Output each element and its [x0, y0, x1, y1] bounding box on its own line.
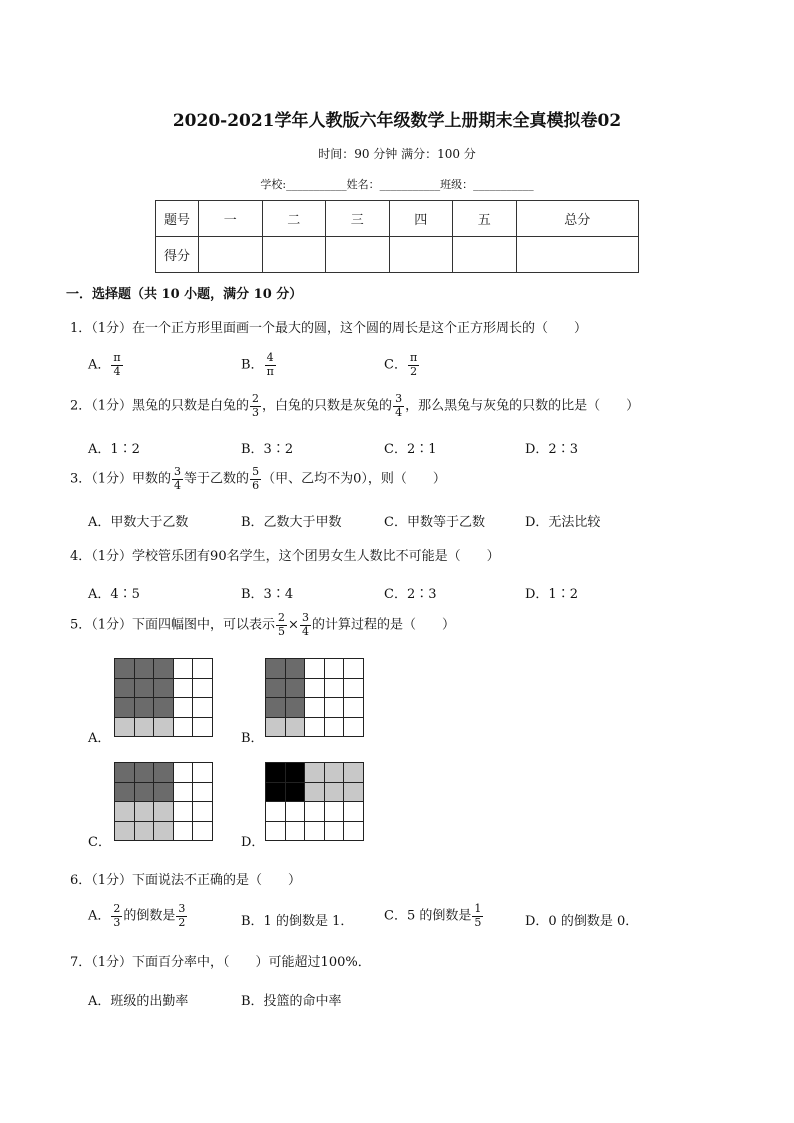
grid-cell — [135, 698, 155, 718]
grid-cell — [193, 822, 213, 842]
fraction-denominator: 2 — [410, 364, 418, 378]
score-table-cell: 四 — [389, 201, 453, 237]
fraction-denominator: 3 — [113, 915, 121, 929]
grid-cell — [193, 763, 213, 783]
fraction — [176, 903, 187, 929]
fraction-numerator: π — [113, 351, 121, 364]
score-table-cell: 总分 — [516, 201, 639, 237]
question-5-grid-b — [265, 658, 364, 737]
grid-cell — [286, 659, 306, 679]
grid-cell — [115, 698, 135, 718]
score-table-cell: 得分 — [156, 237, 199, 273]
grid-cell — [286, 822, 306, 842]
grid-cell — [266, 698, 286, 718]
score-input-cell[interactable] — [516, 237, 639, 273]
grid-cell — [305, 763, 325, 783]
grid-cell — [305, 802, 325, 822]
question-2-option-a: A．1∶2 — [88, 442, 140, 457]
grid-cell — [286, 802, 306, 822]
fraction — [111, 352, 122, 378]
question-text-segment: （甲、乙均不为0），则（ ） — [262, 471, 446, 487]
question-5-grid-c — [114, 762, 213, 841]
option-label: B． — [241, 357, 264, 373]
question-4-option-b: B．3∶4 — [241, 587, 294, 602]
option-text-segment: C．5 的倒数是 — [384, 908, 472, 924]
question-5-grid-a — [114, 658, 213, 737]
grid-cell — [154, 783, 174, 803]
grid-cell — [266, 679, 286, 699]
score-input-cell[interactable] — [389, 237, 453, 273]
fraction-denominator: 4 — [395, 405, 403, 419]
fraction — [408, 352, 419, 378]
grid-cell — [266, 802, 286, 822]
grid-cell — [344, 802, 364, 822]
question-3-text — [70, 466, 446, 492]
grid-cell — [193, 659, 213, 679]
grid-cell — [344, 659, 364, 679]
question-5-option-c-label: C． — [88, 835, 111, 850]
score-input-cell[interactable] — [199, 237, 263, 273]
question-1-option-b — [241, 352, 277, 378]
fraction-denominator: π — [266, 364, 274, 378]
grid-cell — [135, 763, 155, 783]
grid-cell — [154, 698, 174, 718]
grid-cell — [344, 763, 364, 783]
grid-cell — [325, 679, 345, 699]
grid-cell — [115, 822, 135, 842]
fraction-numerator: 3 — [395, 392, 403, 405]
question-text-segment: ，白兔的只数是灰兔的 — [262, 398, 393, 414]
grid-cell — [193, 698, 213, 718]
grid-cell — [305, 822, 325, 842]
grid-cell — [174, 763, 194, 783]
grid-cell — [135, 679, 155, 699]
grid-cell — [135, 783, 155, 803]
option-label: A． — [88, 357, 111, 373]
score-table-cell: 一 — [199, 201, 263, 237]
question-text-segment: ，那么黑兔与灰兔的只数的比是（ ） — [405, 398, 640, 414]
grid-cell — [174, 659, 194, 679]
times-sign: × — [288, 617, 299, 633]
fraction-denominator: 4 — [301, 624, 309, 638]
fraction-denominator: 5 — [474, 915, 482, 929]
question-3-option-d: D．无法比较 — [525, 515, 601, 530]
student-info-line: 学校:___________姓名：___________班级：___________ — [260, 178, 534, 191]
question-4-option-d: D．1∶2 — [525, 587, 578, 602]
option-text-segment: 的倒数是 — [123, 908, 176, 924]
grid-cell — [174, 679, 194, 699]
grid-cell — [286, 698, 306, 718]
page-title: 2020-2021学年人教版六年级数学上册期末全真模拟卷02 — [172, 111, 622, 131]
section-heading: 一．选择题（共 10 小题，满分 10 分） — [66, 287, 303, 302]
grid-cell — [266, 718, 286, 738]
fraction-denominator: 2 — [178, 915, 186, 929]
fraction — [276, 612, 287, 638]
fraction — [472, 903, 483, 929]
grid-cell — [344, 718, 364, 738]
fraction-numerator: π — [409, 351, 418, 364]
grid-cell — [325, 718, 345, 738]
fraction-numerator: 2 — [113, 902, 121, 915]
grid-cell — [174, 783, 194, 803]
grid-cell — [193, 718, 213, 738]
question-7-text: 7．（1分）下面百分率中，（ ）可能超过100%． — [70, 955, 371, 970]
score-input-cell[interactable] — [326, 237, 390, 273]
question-2-option-d: D．2∶3 — [525, 442, 578, 457]
question-2-option-b: B．3∶2 — [241, 442, 294, 457]
grid-cell — [305, 718, 325, 738]
grid-cell — [154, 659, 174, 679]
question-3-option-a: A．甲数大于乙数 — [88, 515, 189, 530]
question-5-grid-d — [265, 762, 364, 841]
grid-cell — [193, 783, 213, 803]
grid-cell — [344, 822, 364, 842]
fraction-numerator: 3 — [178, 902, 186, 915]
question-1-option-c — [384, 352, 420, 378]
grid-cell — [325, 802, 345, 822]
grid-cell — [174, 822, 194, 842]
grid-cell — [154, 679, 174, 699]
score-table-header-row — [156, 201, 639, 237]
fraction — [393, 393, 404, 419]
question-4-option-c: C．2∶3 — [384, 587, 437, 602]
question-5-option-a-label: A． — [88, 731, 111, 746]
grid-cell — [115, 763, 135, 783]
fraction-numerator: 1 — [474, 902, 482, 915]
grid-cell — [115, 659, 135, 679]
score-input-cell[interactable] — [453, 237, 517, 273]
grid-cell — [325, 698, 345, 718]
fraction — [300, 612, 311, 638]
fraction — [250, 466, 261, 492]
question-4-option-a: A．4∶5 — [88, 587, 140, 602]
grid-cell — [325, 822, 345, 842]
grid-cell — [193, 802, 213, 822]
grid-cell — [266, 822, 286, 842]
grid-cell — [286, 783, 306, 803]
grid-cell — [115, 802, 135, 822]
grid-cell — [115, 783, 135, 803]
question-5-option-d-label: D． — [241, 835, 265, 850]
grid-cell — [135, 802, 155, 822]
question-text-segment: 5．（1分）下面四幅图中，可以表示 — [70, 617, 276, 633]
grid-cell — [305, 783, 325, 803]
grid-cell — [154, 763, 174, 783]
fraction — [250, 393, 261, 419]
question-4-text: 4．（1分）学校管乐团有90名学生，这个团男女生人数比不可能是（ ） — [70, 549, 500, 564]
score-table-cell: 三 — [326, 201, 390, 237]
grid-cell — [174, 802, 194, 822]
option-label: A． — [88, 908, 111, 924]
fraction-denominator: 5 — [278, 624, 286, 638]
grid-cell — [154, 822, 174, 842]
score-table-cell: 二 — [262, 201, 326, 237]
question-6-option-d: D．0 的倒数是 0． — [525, 914, 639, 929]
question-7-option-b: B．投篮的命中率 — [241, 994, 342, 1009]
question-6-text: 6．（1分）下面说法不正确的是（ ） — [70, 873, 302, 888]
grid-cell — [115, 718, 135, 738]
question-1-option-a — [88, 352, 124, 378]
fraction — [111, 903, 122, 929]
question-7-option-a: A．班级的出勤率 — [88, 994, 189, 1009]
fraction-numerator: 2 — [252, 392, 260, 405]
grid-cell — [266, 763, 286, 783]
question-3-option-b: B．乙数大于甲数 — [241, 515, 342, 530]
fraction-denominator: 6 — [252, 478, 260, 492]
fraction-denominator: 4 — [113, 364, 121, 378]
question-text-segment: 3．（1分）甲数的 — [70, 471, 172, 487]
question-text-segment: 等于乙数的 — [184, 471, 250, 487]
score-input-cell[interactable] — [262, 237, 326, 273]
fraction-denominator: 3 — [252, 405, 260, 419]
question-2-text — [70, 393, 639, 419]
grid-cell — [305, 679, 325, 699]
question-5-option-b-label: B． — [241, 731, 264, 746]
question-text-segment: 2．（1分）黑兔的只数是白兔的 — [70, 398, 250, 414]
grid-cell — [305, 659, 325, 679]
grid-cell — [135, 822, 155, 842]
grid-cell — [135, 718, 155, 738]
fraction-numerator: 4 — [266, 351, 274, 364]
grid-cell — [286, 679, 306, 699]
fraction-numerator: 5 — [252, 465, 260, 478]
score-table-cell: 题号 — [156, 201, 199, 237]
grid-cell — [266, 783, 286, 803]
grid-cell — [115, 679, 135, 699]
question-3-option-c: C．甲数等于乙数 — [384, 515, 485, 530]
grid-cell — [305, 698, 325, 718]
grid-cell — [174, 718, 194, 738]
question-2-option-c: C．2∶1 — [384, 442, 437, 457]
grid-cell — [135, 659, 155, 679]
question-text-segment: 的计算过程的是（ ） — [311, 617, 455, 633]
fraction-numerator: 3 — [174, 465, 182, 478]
grid-cell — [286, 763, 306, 783]
question-6-option-b: B．1 的倒数是 1． — [241, 914, 354, 929]
fraction-denominator: 4 — [174, 478, 182, 492]
exam-time-line: 时间：90 分钟 满分：100 分 — [318, 147, 476, 161]
grid-cell — [286, 718, 306, 738]
grid-cell — [174, 698, 194, 718]
fraction-numerator: 2 — [278, 611, 286, 624]
grid-cell — [193, 679, 213, 699]
fraction-numerator: 3 — [301, 611, 309, 624]
grid-cell — [325, 763, 345, 783]
grid-cell — [325, 659, 345, 679]
grid-cell — [154, 718, 174, 738]
fraction — [265, 352, 276, 378]
grid-cell — [344, 679, 364, 699]
score-table-score-row — [156, 237, 639, 273]
question-1-text: 1．（1分）在一个正方形里面画一个最大的圆，这个圆的周长是这个正方形周长的（ ） — [70, 321, 588, 336]
grid-cell — [325, 783, 345, 803]
score-table-cell: 五 — [453, 201, 517, 237]
question-6-option-c — [384, 903, 484, 929]
fraction — [172, 466, 183, 492]
score-table — [155, 200, 639, 273]
question-6-option-a — [88, 903, 188, 929]
grid-cell — [344, 783, 364, 803]
grid-cell — [266, 659, 286, 679]
grid-cell — [344, 698, 364, 718]
question-5-text — [70, 612, 455, 638]
grid-cell — [154, 802, 174, 822]
option-label: C． — [384, 357, 407, 373]
